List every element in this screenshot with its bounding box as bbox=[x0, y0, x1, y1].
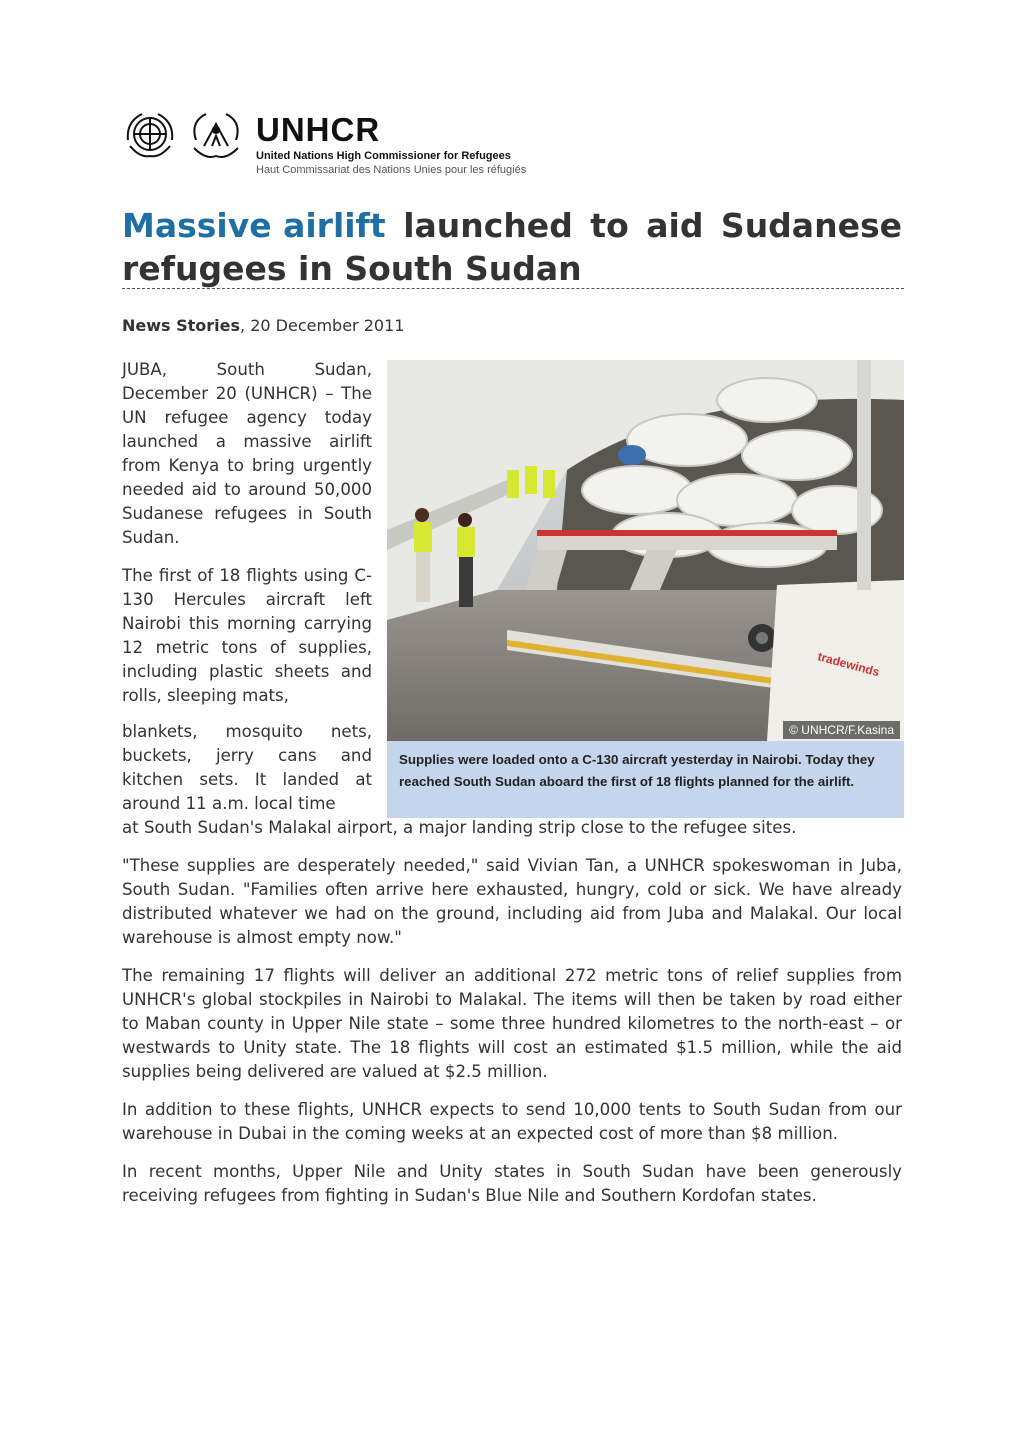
photo-credit: © UNHCR/F.Kasina bbox=[783, 721, 900, 739]
org-full-name-en: United Nations High Commissioner for Refugees bbox=[256, 150, 511, 162]
org-name: UNHCR bbox=[256, 111, 381, 148]
article-meta bbox=[122, 315, 404, 337]
headline-line-1 bbox=[122, 204, 902, 247]
paragraph: blankets, mosquito nets, buckets, jerry cans and kitchen sets. It landed at around 11 a.m. local time bbox=[122, 722, 372, 813]
paragraph: The remaining 17 flights will deliver an additional 272 metric tons of relief supplies from UNHCR's global stockpiles in Nairobi to Malakal. The items will then be taken by road either to Maban county in Upper Nile state – some three hundred kilometres to the north-east – or westwards to Unity state. The 18 flights will cost an estimated $1.5 million, while the aid supplies being delivered are valued at $2.5 million. bbox=[122, 966, 902, 1081]
headline-word: launched bbox=[403, 206, 573, 245]
paragraph: In recent months, Upper Nile and Unity states in South Sudan have been generously receiving refugees from fighting in Sudan's Blue Nile and Southern Kordofan states. bbox=[122, 1162, 902, 1205]
photo-caption: Supplies were loaded onto a C-130 aircraft yesterday in Nairobi. Today they reached South Sudan aboard the first of 18 flights planned for the airlift. bbox=[387, 741, 904, 818]
org-full-name-fr: Haut Commissariat des Nations Unies pour les réfugiés bbox=[256, 164, 527, 176]
cargo-loading-photo bbox=[387, 360, 904, 741]
unhcr-header bbox=[120, 110, 580, 180]
photo-vehicle-label: tradewinds bbox=[816, 649, 882, 680]
headline-word: aid bbox=[646, 206, 704, 245]
headline-line-2: refugees in South Sudan bbox=[122, 249, 582, 288]
headline-word: Sudanese bbox=[720, 206, 902, 245]
photo-illustration bbox=[387, 360, 904, 741]
article-headline bbox=[122, 204, 902, 290]
paragraph: "These supplies are desperately needed," said Vivian Tan, a UNHCR spokeswoman in Juba, South Sudan. "Families often arrive here exhausted, hungry, cold or sick. We have already distributed whatever we had on the ground, including aid from Juba and Malakal. Our local warehouse is almost empty now." bbox=[122, 856, 902, 947]
paragraph: JUBA, South Sudan, December 20 (UNHCR) – The UN refugee agency today launched a massive airlift from Kenya to bring urgently needed aid to around 50,000 Sudanese refugees in South Sudan. bbox=[122, 360, 372, 547]
section-label: News Stories bbox=[122, 316, 241, 335]
paragraph: The first of 18 flights using C-130 Hercules aircraft left Nairobi this morning carrying 12 metric tons of supplies, including plastic sheets and rolls, sleeping mats, bbox=[122, 566, 372, 705]
headline-divider bbox=[122, 288, 904, 289]
unhcr-emblem-icon bbox=[186, 110, 246, 162]
headline-word: to bbox=[590, 206, 629, 245]
headline-highlight: Massive airlift bbox=[122, 206, 386, 245]
article-figure bbox=[387, 360, 904, 818]
article-date: , 20 December 2011 bbox=[240, 316, 405, 335]
paragraph: In addition to these flights, UNHCR expects to send 10,000 tents to South Sudan from our warehouse in Dubai in the coming weeks at an expected cost of more than $8 million. bbox=[122, 1100, 902, 1143]
un-emblem-icon bbox=[120, 110, 180, 162]
paragraph: at South Sudan's Malakal airport, a major landing strip close to the refugee sites. bbox=[122, 818, 797, 837]
